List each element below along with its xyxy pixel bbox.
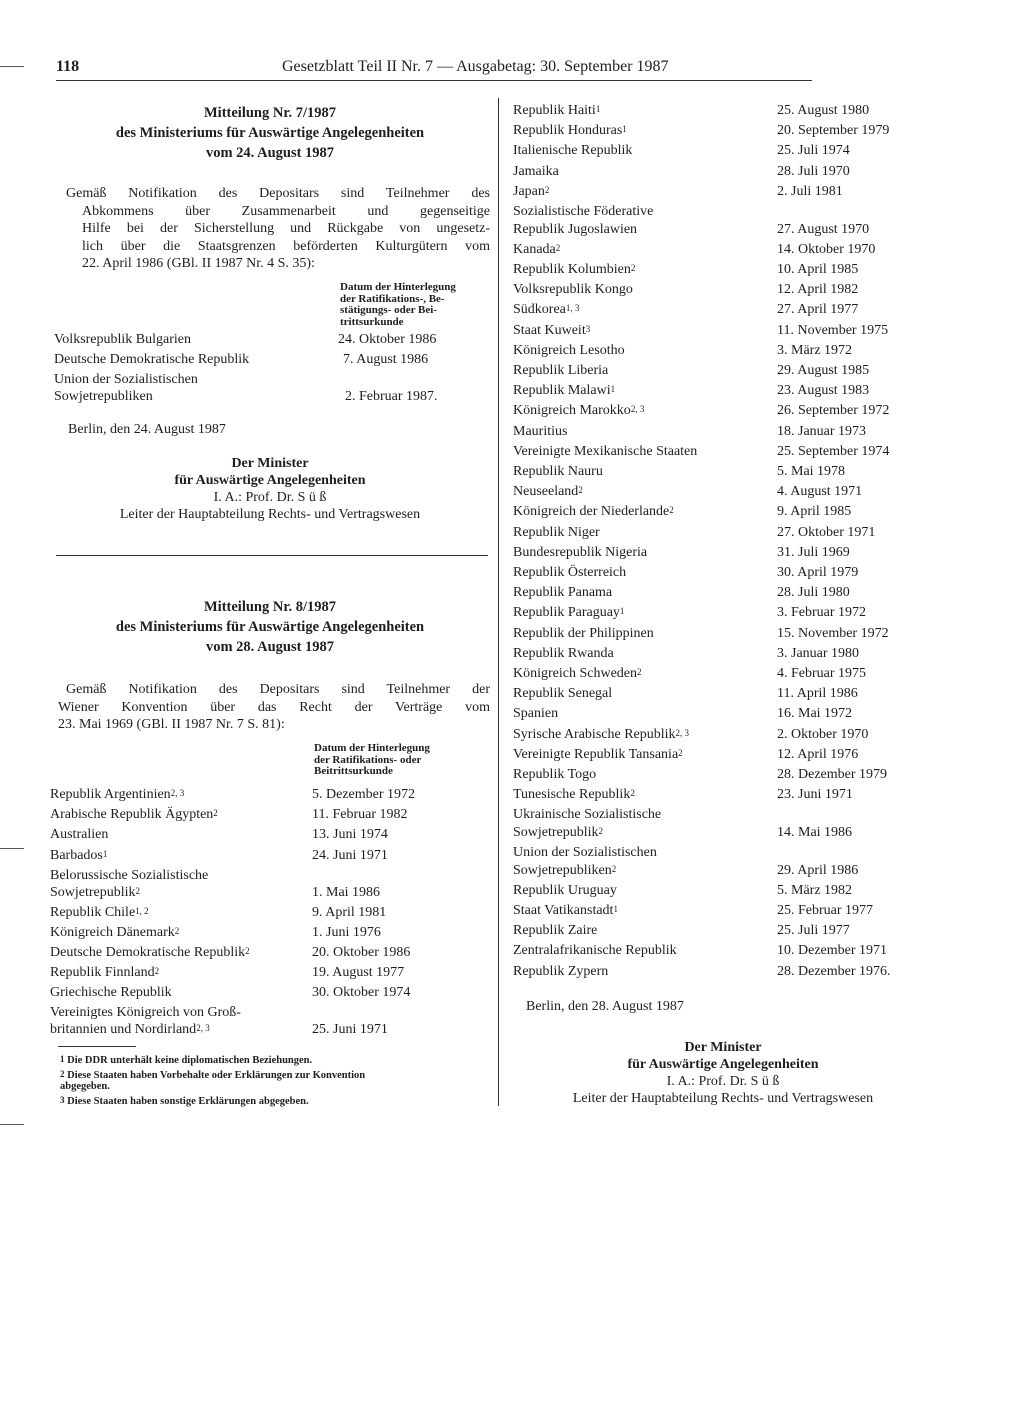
column-header-line: Datum der Hinterlegung xyxy=(314,742,430,754)
deposit-date: 15. November 1972 xyxy=(777,625,889,641)
footnote-marker: 1 xyxy=(619,606,625,617)
footnote-marker: 2 xyxy=(555,242,561,253)
footnote-marker: 2 xyxy=(598,825,604,836)
column-divider xyxy=(498,98,499,1106)
country-name: Republik Zaire xyxy=(513,923,598,939)
deposit-date: 28. Juli 1970 xyxy=(777,163,850,179)
footnote-mark: 2 xyxy=(60,1069,65,1079)
deposit-date: 3. Februar 1972 xyxy=(777,605,867,621)
country-name: Jamaika xyxy=(513,163,559,179)
country-name: Belorussische Sozialistische xyxy=(50,868,209,883)
deposit-date: 30. Oktober 1974 xyxy=(312,985,411,1000)
deposit-date: 3. März 1972 xyxy=(777,342,853,358)
footnote-marker: 2 xyxy=(630,262,636,273)
country-name: Griechische Republik xyxy=(50,985,172,1000)
country-name: britannien und Nordirland$^{2, 3}$ xyxy=(50,1022,210,1037)
notice8-heading-line: des Ministeriums für Auswärtige Angelegenheiten xyxy=(115,619,425,635)
country-name: Republik Togo xyxy=(513,766,597,782)
deposit-date: 23. Juni 1971 xyxy=(777,787,853,803)
deposit-date: 5. Mai 1978 xyxy=(777,463,846,479)
country-name: Bundesrepublik Nigeria xyxy=(513,544,648,560)
country-name: Republik Zypern xyxy=(513,963,609,979)
deposit-date: 28. Dezember 1976. xyxy=(777,963,891,979)
footnote-mark: 3 xyxy=(60,1095,65,1105)
notice8-heading-line: Mitteilung Nr. 8/1987 xyxy=(204,599,336,615)
country-name: Königreich Dänemark$^2$ xyxy=(50,925,180,940)
country-name: Vereinigte Republik Tansania$^2$ xyxy=(513,746,683,762)
country-name: Syrische Arabische Republik$^{2, 3}$ xyxy=(513,726,690,742)
paragraph-line: 23. Mai 1969 (GBl. II 1987 Nr. 7 S. 81): xyxy=(58,717,285,732)
footnote-marker: 2 xyxy=(637,666,642,677)
signature-line: Der Minister xyxy=(684,1040,762,1055)
country-name: Staat Kuweit$^3$ xyxy=(513,322,591,338)
footnote-marker: 2, 3 xyxy=(196,1023,210,1033)
deposit-date: 13. Juni 1974 xyxy=(312,827,388,842)
deposit-date: 27. Oktober 1971 xyxy=(777,524,876,540)
country-name: Republik Panama xyxy=(513,585,613,601)
deposit-date: 4. August 1971 xyxy=(777,484,863,500)
deposit-date: 18. Januar 1973 xyxy=(777,423,867,439)
country-name: Republik Senegal xyxy=(513,686,613,702)
paragraph-line: Abkommens über Zusammenarbeit und gegenseitige xyxy=(82,203,490,219)
country-name: Republik Finnland$^2$ xyxy=(50,965,160,980)
page-header-title: Gesetzblatt Teil II Nr. 7 — Ausgabetag: 30. September 1987 xyxy=(282,58,669,75)
footnote-marker: 2 xyxy=(544,184,550,195)
column-header-line: Beitrittsurkunde xyxy=(314,765,393,777)
deposit-date: 20. Oktober 1986 xyxy=(312,945,411,960)
notice8-heading xyxy=(60,597,480,657)
paragraph-line: Hilfe bei der Sicherstellung und Rückgabe von ungesetz- xyxy=(82,221,490,236)
notice8-place-date: Berlin, den 28. August 1987 xyxy=(526,999,684,1014)
footnote-marker: 2 xyxy=(630,788,635,799)
deposit-date: 2. Oktober 1970 xyxy=(777,726,869,742)
footnote-text: abgegeben. xyxy=(60,1081,110,1092)
footnote-marker: 3 xyxy=(585,323,591,334)
column-header-line: trittsurkunde xyxy=(340,315,404,328)
country-name: Deutsche Demokratische Republik xyxy=(54,352,250,367)
country-name: Sowjetrepublik$^2$ xyxy=(513,824,604,840)
header-rule xyxy=(56,80,812,81)
deposit-date: 11. November 1975 xyxy=(777,322,889,338)
section-separator xyxy=(56,555,488,556)
deposit-date: 24. Juni 1971 xyxy=(312,848,388,863)
deposit-date: 2. Februar 1987. xyxy=(345,389,438,404)
footnote xyxy=(60,1096,309,1108)
country-name: Republik Liberia xyxy=(513,362,609,378)
signature-line: Der Minister xyxy=(231,456,309,471)
notice7-column-header xyxy=(340,282,456,328)
country-name: Republik der Philippinen xyxy=(513,625,654,641)
country-name: Kanada$^2$ xyxy=(513,241,561,257)
footnote xyxy=(60,1055,312,1067)
column-header-line: der Ratifikations- oder xyxy=(314,753,422,766)
country-name: Republik Honduras$^1$ xyxy=(513,123,627,139)
paragraph-line: Gemäß Notifikation des Depositars sind Teilnehmer der xyxy=(66,682,490,697)
footnote-marker: 1, 3 xyxy=(565,303,580,314)
notice8-paragraph xyxy=(58,681,490,734)
deposit-date: 25. Juli 1977 xyxy=(777,923,850,939)
deposit-date: 31. Juli 1969 xyxy=(777,544,850,560)
country-name: Tunesische Republik$^2$ xyxy=(513,787,635,803)
footnote-marker: 1 xyxy=(595,104,601,114)
country-name: Vereinigte Mexikanische Staaten xyxy=(513,443,698,459)
deposit-date: 25. Juli 1974 xyxy=(777,143,850,159)
country-name: Sowjetrepubliken xyxy=(54,389,153,404)
column-header-line: Datum der Hinterlegung xyxy=(340,281,456,293)
country-name: Spanien xyxy=(513,706,559,722)
footnote-text: Die DDR unterhält keine diplomatischen Beziehungen. xyxy=(67,1055,313,1066)
deposit-date: 20. September 1979 xyxy=(777,123,890,139)
deposit-date: 10. April 1985 xyxy=(777,261,859,277)
column-header-line: der Ratifikations-, Be- xyxy=(340,292,445,305)
footnote-marker: 2, 3 xyxy=(675,727,690,738)
deposit-date: 28. Juli 1980 xyxy=(777,585,850,601)
deposit-date: 14. Oktober 1970 xyxy=(777,241,876,257)
notice8-heading-line: vom 28. August 1987 xyxy=(205,639,335,655)
deposit-date: 26. September 1972 xyxy=(777,403,890,419)
deposit-date: 10. Dezember 1971 xyxy=(777,943,888,959)
deposit-date: 29. April 1986 xyxy=(777,862,859,878)
deposit-date: 25. Juni 1971 xyxy=(312,1022,388,1037)
footnote-marker: 2 xyxy=(135,886,141,896)
footnote-rule xyxy=(58,1046,136,1047)
notice7-signature xyxy=(60,455,480,523)
country-name: Republik Chile$^{1, 2}$ xyxy=(50,905,149,920)
country-name: Republik Niger xyxy=(513,524,600,540)
notice7-place-date: Berlin, den 24. August 1987 xyxy=(68,422,226,437)
country-name: Republik Kolumbien$^2$ xyxy=(513,261,636,277)
deposit-date: 23. August 1983 xyxy=(777,383,870,399)
notice8-column-header xyxy=(314,743,430,778)
paragraph-line: lich über die Staatsgrenzen beförderten Kulturgütern vom xyxy=(82,238,490,254)
deposit-date: 25. August 1980 xyxy=(777,103,870,118)
deposit-date: 12. April 1976 xyxy=(777,746,859,762)
deposit-date: 12. April 1982 xyxy=(777,282,859,298)
footnote-marker: 2 xyxy=(578,485,583,496)
deposit-date: 19. August 1977 xyxy=(312,965,405,980)
country-name: Japan$^2$ xyxy=(513,183,550,199)
country-name: Union der Sozialistischen xyxy=(54,372,198,387)
country-name: Königreich der Niederlande$^2$ xyxy=(513,504,674,520)
deposit-date: 9. April 1985 xyxy=(777,504,852,520)
footnote-text: Diese Staaten haben sonstige Erklärungen abgegeben. xyxy=(67,1096,309,1107)
signature-line: I. A.: Prof. Dr. S ü ß xyxy=(666,1074,780,1089)
deposit-date: 27. April 1977 xyxy=(777,302,859,318)
country-name: Deutsche Demokratische Republik$^2$ xyxy=(50,945,250,960)
deposit-date: 11. April 1986 xyxy=(777,686,858,702)
footnote-marker: 1, 2 xyxy=(135,906,149,916)
country-name: Staat Vatikanstadt$^1$ xyxy=(513,902,618,918)
country-name: Königreich Marokko$^{2, 3}$ xyxy=(513,403,645,419)
footnote-marker: 2 xyxy=(611,863,617,874)
country-name: Königreich Schweden$^2$ xyxy=(513,665,642,681)
country-name: Sowjetrepubliken$^2$ xyxy=(513,862,617,878)
footnote-marker: 2 xyxy=(174,926,180,936)
deposit-date: 30. April 1979 xyxy=(777,564,859,580)
country-name: Republik Argentinien$^{2, 3}$ xyxy=(50,787,185,802)
footnote-marker: 2, 3 xyxy=(630,404,645,415)
notice7-paragraph xyxy=(66,185,490,273)
deposit-date: 5. Dezember 1972 xyxy=(312,787,416,802)
deposit-date: 11. Februar 1982 xyxy=(312,807,408,822)
margin-mark xyxy=(0,66,24,67)
notice8-signature xyxy=(520,1039,926,1107)
paragraph-line: 22. April 1986 (GBl. II 1987 Nr. 4 S. 35): xyxy=(82,256,315,271)
deposit-date: 1. Juni 1976 xyxy=(312,925,381,940)
deposit-date: 1. Mai 1986 xyxy=(312,885,381,900)
country-name: Republik Rwanda xyxy=(513,645,614,661)
footnote-marker: 1 xyxy=(613,903,618,914)
country-name: Republik Nauru xyxy=(513,463,603,479)
notice7-heading-line: des Ministeriums für Auswärtige Angelegenheiten xyxy=(115,125,425,141)
footnote-marker: 1 xyxy=(622,124,627,135)
deposit-date: 14. Mai 1986 xyxy=(777,824,853,840)
deposit-date: 3. Januar 1980 xyxy=(777,645,860,661)
footnote-marker: 1 xyxy=(102,849,108,859)
signature-line: I. A.: Prof. Dr. S ü ß xyxy=(213,490,327,505)
deposit-date: 5. März 1982 xyxy=(777,882,853,898)
country-name: Republik Haiti$^1$ xyxy=(513,103,601,118)
country-name: Sowjetrepublik$^2$ xyxy=(50,885,141,900)
country-name: Australien xyxy=(50,827,109,842)
country-name: Italienische Republik xyxy=(513,143,633,159)
footnote-text: Diese Staaten haben Vorbehalte oder Erklärungen zur Konvention xyxy=(67,1070,366,1081)
footnote-mark: 1 xyxy=(60,1054,65,1064)
footnote-marker: 2 xyxy=(245,946,250,956)
signature-line: Leiter der Hauptabteilung Rechts- und Vertragswesen xyxy=(119,507,421,522)
deposit-date: 25. September 1974 xyxy=(777,443,890,459)
country-name: Königreich Lesotho xyxy=(513,342,625,358)
page-number: 118 xyxy=(56,58,80,75)
deposit-date: 28. Dezember 1979 xyxy=(777,766,888,782)
deposit-date: 7. August 1986 xyxy=(343,352,429,367)
country-name: Republik Österreich xyxy=(513,564,627,580)
country-name: Volksrepublik Kongo xyxy=(513,282,633,298)
margin-mark xyxy=(0,848,24,849)
footnote-marker: 2 xyxy=(669,505,674,516)
deposit-date: 9. April 1981 xyxy=(312,905,387,920)
deposit-date: 4. Februar 1975 xyxy=(777,665,867,681)
column-header-line: stätigungs- oder Bei- xyxy=(340,304,437,316)
country-name: Republik Paraguay$^1$ xyxy=(513,605,625,621)
country-name: Republik Malawi$^1$ xyxy=(513,383,616,399)
deposit-date: 24. Oktober 1986 xyxy=(338,332,437,347)
paragraph-line: Wiener Konvention über das Recht der Verträge vom xyxy=(58,699,490,715)
country-name: Neuseeland$^2$ xyxy=(513,484,583,500)
country-name: Union der Sozialistischen xyxy=(513,845,657,860)
notice7-heading xyxy=(60,103,480,163)
country-name: Südkorea$^{1, 3}$ xyxy=(513,302,580,318)
country-name: Ukrainische Sozialistische xyxy=(513,807,662,823)
footnote xyxy=(60,1081,110,1093)
country-name: Republik Uruguay xyxy=(513,882,617,898)
footnote-marker: 2 xyxy=(213,808,218,818)
footnote-marker: 2 xyxy=(154,966,160,976)
signature-line: für Auswärtige Angelegenheiten xyxy=(627,1057,819,1072)
footnote-marker: 2 xyxy=(678,747,683,758)
footnote-marker: 1 xyxy=(610,384,616,395)
footnote-marker: 2, 3 xyxy=(170,788,185,798)
country-name: Barbados$^1$ xyxy=(50,848,108,863)
country-name: Republik Jugoslawien xyxy=(513,221,638,237)
country-name: Vereinigtes Königreich von Groß- xyxy=(50,1005,241,1020)
signature-line: für Auswärtige Angelegenheiten xyxy=(174,473,366,488)
deposit-date: 16. Mai 1972 xyxy=(777,706,853,722)
country-name: Sozialistische Föderative xyxy=(513,204,654,219)
country-name: Volksrepublik Bulgarien xyxy=(54,332,192,347)
country-name: Zentralafrikanische Republik xyxy=(513,943,677,959)
notice7-heading-line: Mitteilung Nr. 7/1987 xyxy=(204,105,336,121)
margin-mark xyxy=(0,1124,24,1125)
signature-line: Leiter der Hauptabteilung Rechts- und Vertragswesen xyxy=(572,1091,874,1106)
country-name: Arabische Republik Ägypten$^2$ xyxy=(50,807,218,822)
deposit-date: 27. August 1970 xyxy=(777,221,870,237)
paragraph-line: Gemäß Notifikation des Depositars sind Teilnehmer des xyxy=(66,186,490,201)
deposit-date: 25. Februar 1977 xyxy=(777,902,874,918)
deposit-date: 2. Juli 1981 xyxy=(777,183,843,199)
deposit-date: 29. August 1985 xyxy=(777,362,870,378)
notice7-heading-line: vom 24. August 1987 xyxy=(205,145,335,161)
country-name: Mauritius xyxy=(513,423,568,439)
